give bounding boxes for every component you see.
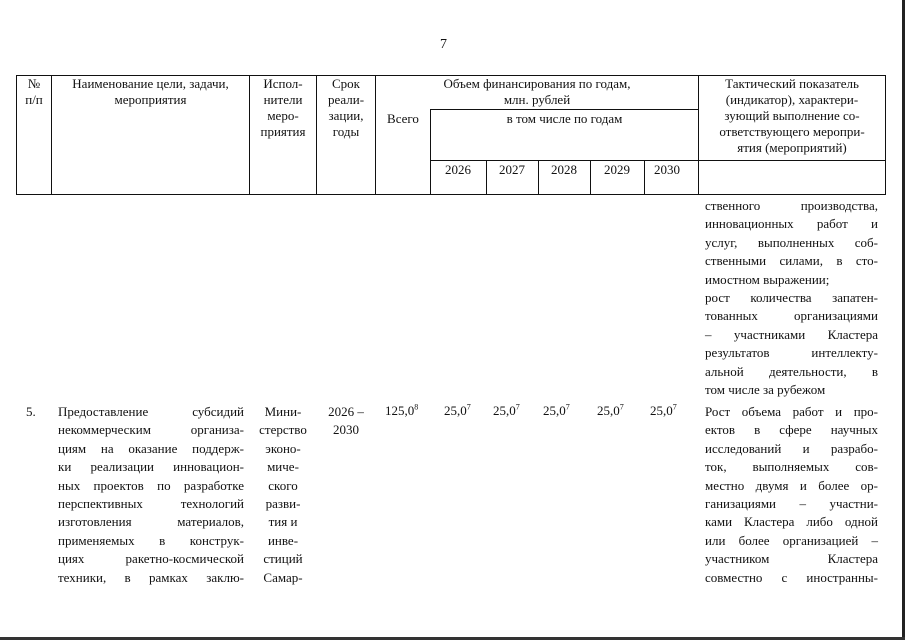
text-line: разви- xyxy=(265,496,301,512)
header-num: № п/п xyxy=(25,76,43,107)
text-line: ственного производства, xyxy=(705,198,878,213)
text-line: исследований и разрабо- xyxy=(705,440,878,456)
row-year-value: 25,0$^7$ xyxy=(444,402,471,418)
header-year: 2026 xyxy=(445,162,471,177)
text-line: или более организацией – xyxy=(705,532,878,548)
row-name xyxy=(58,403,244,587)
text-line: Предоставление субсидий xyxy=(58,404,244,419)
text-line: 2030 xyxy=(333,422,359,438)
header-year: 2027 xyxy=(499,162,525,177)
row-total: 125,0$^8$ xyxy=(385,402,419,418)
header-term: Срок реали- зации, годы xyxy=(327,76,365,139)
header-year: 2030 xyxy=(654,162,680,177)
text-line: тия и xyxy=(268,514,298,530)
indicator-continuation xyxy=(705,197,878,399)
text-line: Мини- xyxy=(264,404,302,419)
text-line: 2026 – xyxy=(328,404,364,419)
text-line: некоммерческим организа- xyxy=(58,422,244,438)
row-term xyxy=(318,403,374,440)
row-year-value: 25,0$^7$ xyxy=(597,402,624,418)
text-line: ками Кластера либо одной xyxy=(705,514,878,530)
header-indicator: Тактический показатель (индикатор), характери- зующий выполнение со- ответствующего меропри- ятия (мероприятий) xyxy=(719,76,865,155)
text-line: имостном выражении; xyxy=(705,271,830,287)
text-line: ганизациями – участни- xyxy=(705,496,878,512)
text-line: Рост объема работ и про- xyxy=(705,404,878,419)
row-year-value: 25,0$^7$ xyxy=(493,402,520,418)
header-executors: Испол- нители меро- приятия xyxy=(260,76,306,139)
text-line: стерство xyxy=(259,422,307,438)
page-number: 7 xyxy=(440,37,447,52)
header-total: Всего xyxy=(387,111,419,126)
header-including: в том числе по годам xyxy=(506,111,623,126)
text-line: перспективных технологий xyxy=(58,496,244,512)
text-line: рост количества запатен- xyxy=(705,290,878,306)
text-line: инновационных работ и xyxy=(705,216,878,232)
header-name: Наименование цели, задачи, мероприятия xyxy=(72,76,229,107)
row-executors xyxy=(252,403,314,587)
text-line: услуг, выполненных соб- xyxy=(705,234,878,250)
text-line: ектов в сфере научных xyxy=(705,422,878,438)
text-line: альной деятельности, в xyxy=(705,363,878,379)
text-line: ского xyxy=(268,477,298,493)
text-line: тованных организациями xyxy=(705,308,878,324)
row-indicator xyxy=(705,403,878,587)
header-year: 2029 xyxy=(604,162,630,177)
text-line: эконо- xyxy=(265,440,301,456)
text-line: ки реализации инновацион- xyxy=(58,459,244,475)
text-line: Самар- xyxy=(263,569,303,585)
header-finance: Объем финансирования по годам, млн. рублей xyxy=(443,76,631,107)
text-line: инве- xyxy=(267,532,299,548)
text-line: результатов интеллекту- xyxy=(705,345,878,361)
text-line: циях ракетно-космической xyxy=(58,551,244,567)
header-year: 2028 xyxy=(551,162,577,177)
row-year-value: 25,0$^7$ xyxy=(650,402,677,418)
text-line: стиций xyxy=(263,551,303,567)
row-year-value: 25,0$^7$ xyxy=(543,402,570,418)
text-line: миче- xyxy=(267,459,299,475)
text-line: том числе за рубежом xyxy=(705,382,826,398)
text-line: ственными силами, в сто- xyxy=(705,253,878,269)
text-line: применяемых в конструк- xyxy=(58,532,244,548)
text-line: циям на оказание поддерж- xyxy=(58,440,244,456)
text-line: ток, выполняемых сов- xyxy=(705,459,878,475)
text-line: ных проектов по разработке xyxy=(58,477,244,493)
row-number: 5. xyxy=(26,404,36,419)
text-line: техники, в рамках заклю- xyxy=(58,569,244,585)
text-line: совместно с иностранны- xyxy=(705,569,878,585)
text-line: изготовления материалов, xyxy=(58,514,244,530)
text-line: участником Кластера xyxy=(705,551,878,567)
text-line: – участниками Кластера xyxy=(705,326,878,342)
text-line: местно двумя и более ор- xyxy=(705,477,878,493)
